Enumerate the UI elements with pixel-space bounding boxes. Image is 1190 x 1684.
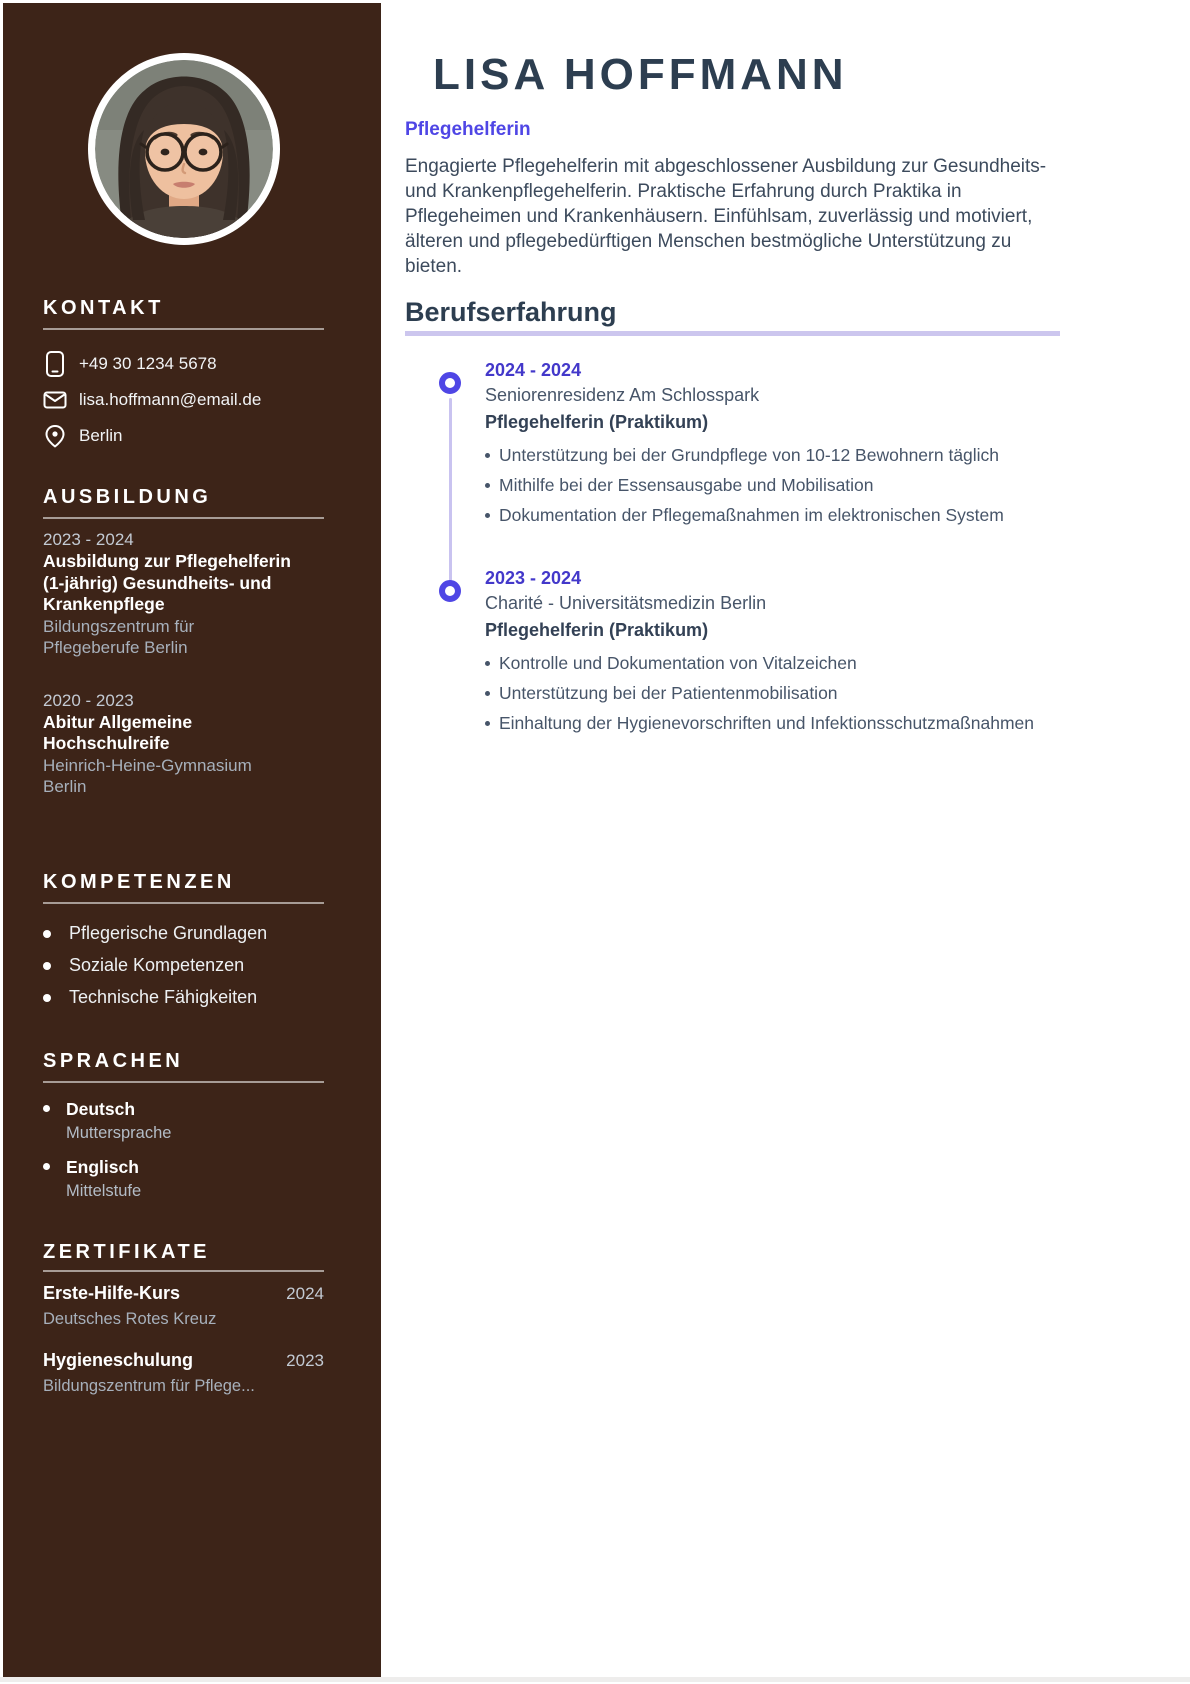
email-icon: [43, 391, 67, 409]
page-bottom-edge: [0, 1677, 1190, 1682]
certificate-item: [43, 1280, 324, 1331]
timeline-connector-line: [449, 398, 452, 584]
language-item: [43, 1155, 324, 1203]
bullet-text: Unterstützung bei der Grundpflege von 10-12 Bewohnern täglich: [499, 444, 1000, 465]
skill-item: [43, 950, 324, 982]
experience-bullet: [485, 470, 1060, 500]
experience-bullet: [485, 648, 1060, 678]
experience-bullet: [485, 708, 1060, 738]
experience-period: 2024 - 2024: [485, 360, 582, 380]
contact-location: [43, 418, 324, 454]
main-content: [383, 3, 1187, 1677]
bullet-text: Einhaltung der Hygienevorschriften und Infektionsschutzmaßnahmen: [499, 712, 1035, 733]
certificate-issuer: Bildungszentrum für Pflege...: [43, 1376, 255, 1395]
education-entry: [43, 690, 324, 797]
bullet-dot-icon: [485, 661, 490, 666]
contact-list: [43, 346, 324, 454]
bullet-dot-icon: [43, 1105, 50, 1112]
experience-bullets: [485, 440, 1060, 530]
certificate-item: [43, 1347, 324, 1398]
languages-list: [43, 1097, 324, 1203]
experience-bullets: [485, 648, 1060, 738]
profile-photo: [95, 60, 273, 238]
location-icon: [43, 424, 67, 448]
languages-heading: SPRACHEN: [43, 1050, 324, 1083]
bullet-dot-icon: [485, 483, 490, 488]
certificate-year: 2024: [286, 1283, 324, 1303]
phone-icon: [43, 350, 67, 378]
education-period: 2023 - 2024: [43, 530, 134, 549]
certificate-name: Erste-Hilfe-Kurs: [43, 1282, 181, 1303]
contact-heading: KONTAKT: [43, 297, 324, 330]
education-entry: [43, 529, 324, 658]
certificates-section: [43, 1241, 324, 1398]
skills-section: [43, 871, 324, 1014]
experience-bullet: [485, 500, 1060, 530]
skill-item: [43, 918, 324, 950]
bullet-text: Dokumentation der Pflegemaßnahmen im elektronischen System: [499, 504, 1004, 525]
education-institution: Bildungszentrum für Pflegeberufe Berlin: [43, 616, 195, 657]
bullet-text: Mithilfe bei der Essensausgabe und Mobilisation: [499, 474, 874, 495]
bullet-dot-icon: [485, 513, 490, 518]
experience-company: Charité - Universitätsmedizin Berlin: [485, 593, 767, 613]
education-period: 2020 - 2023: [43, 690, 134, 710]
profile-photo-ring: [88, 53, 280, 245]
candidate-name: LISA HOFFMANN: [433, 50, 848, 99]
contact-phone: [43, 346, 324, 382]
language-name-row: [43, 1097, 324, 1121]
skill-item: [43, 982, 324, 1014]
skill-label: Pflegerische Grundlagen: [69, 923, 268, 943]
language-level: Mittelstufe: [66, 1181, 142, 1200]
bullet-dot-icon: [43, 994, 51, 1002]
education-heading: AUSBILDUNG: [43, 486, 324, 519]
timeline-marker-icon: [439, 372, 461, 394]
contact-section: [43, 297, 324, 454]
experience-bullet: [485, 678, 1060, 708]
sidebar: [3, 3, 381, 1677]
certificate-row: [43, 1280, 324, 1307]
bullet-dot-icon: [485, 721, 490, 726]
certificates-heading: ZERTIFIKATE: [43, 1241, 324, 1272]
bullet-dot-icon: [485, 453, 490, 458]
experience-role: Pflegehelferin (Praktikum): [485, 412, 709, 432]
portrait-illustration: [95, 60, 273, 238]
education-section: [43, 486, 324, 797]
summary-paragraph: Engagierte Pflegehelferin mit abgeschlossener Ausbildung zur Gesundheits- und Krankenpflegehelferin. Praktische Erfahrung durch Praktika in Pflegeheimen und Krankenhäusern. Einfühlsam, zuverlässig und motiviert, älteren und pflegebedürftigen Menschen bestmögliche Unterstützung zu bieten.: [405, 156, 1047, 277]
experience-timeline: [405, 358, 1060, 738]
timeline-marker-icon: [439, 580, 461, 602]
skill-label: Soziale Kompetenzen: [69, 955, 245, 975]
language-name-row: [43, 1155, 324, 1179]
skill-label: Technische Fähigkeiten: [69, 987, 258, 1007]
experience-entry: [405, 358, 1060, 530]
candidate-job-title: Pflegehelferin: [405, 119, 531, 140]
experience-company: Seniorenresidenz Am Schlosspark: [485, 385, 760, 405]
education-title: Abitur Allgemeine Hochschulreife: [43, 711, 193, 753]
experience-role: Pflegehelferin (Praktikum): [485, 620, 709, 640]
certificate-row: [43, 1347, 324, 1374]
languages-section: [43, 1050, 324, 1203]
phone-value: +49 30 1234 5678: [79, 354, 217, 373]
certificate-issuer: Deutsches Rotes Kreuz: [43, 1309, 217, 1328]
certificate-year: 2023: [286, 1350, 324, 1370]
certificate-name: Hygieneschulung: [43, 1349, 194, 1370]
bullet-dot-icon: [485, 691, 490, 696]
education-title: Ausbildung zur Pflegehelferin (1-jährig) Gesundheits- und Krankenpflege: [43, 551, 291, 614]
skills-list: [43, 918, 324, 1014]
experience-entry: [405, 566, 1060, 738]
language-level: Muttersprache: [66, 1123, 172, 1142]
location-value: Berlin: [79, 426, 123, 445]
language-item: [43, 1097, 324, 1145]
bullet-dot-icon: [43, 1163, 50, 1170]
bullet-dot-icon: [43, 962, 51, 970]
skills-heading: KOMPETENZEN: [43, 871, 324, 904]
education-institution: Heinrich-Heine-Gymnasium Berlin: [43, 755, 252, 796]
language-name: Englisch: [66, 1156, 139, 1177]
bullet-text: Kontrolle und Dokumentation von Vitalzeichen: [499, 652, 857, 673]
experience-period: 2023 - 2024: [485, 568, 582, 588]
bullet-dot-icon: [43, 930, 51, 938]
contact-email: [43, 382, 324, 418]
email-value: lisa.hoffmann@email.de: [79, 390, 262, 409]
language-name: Deutsch: [66, 1098, 136, 1119]
experience-bullet: [485, 440, 1060, 470]
experience-heading: Berufserfahrung: [405, 297, 1060, 336]
bullet-text: Unterstützung bei der Patientenmobilisation: [499, 682, 838, 703]
